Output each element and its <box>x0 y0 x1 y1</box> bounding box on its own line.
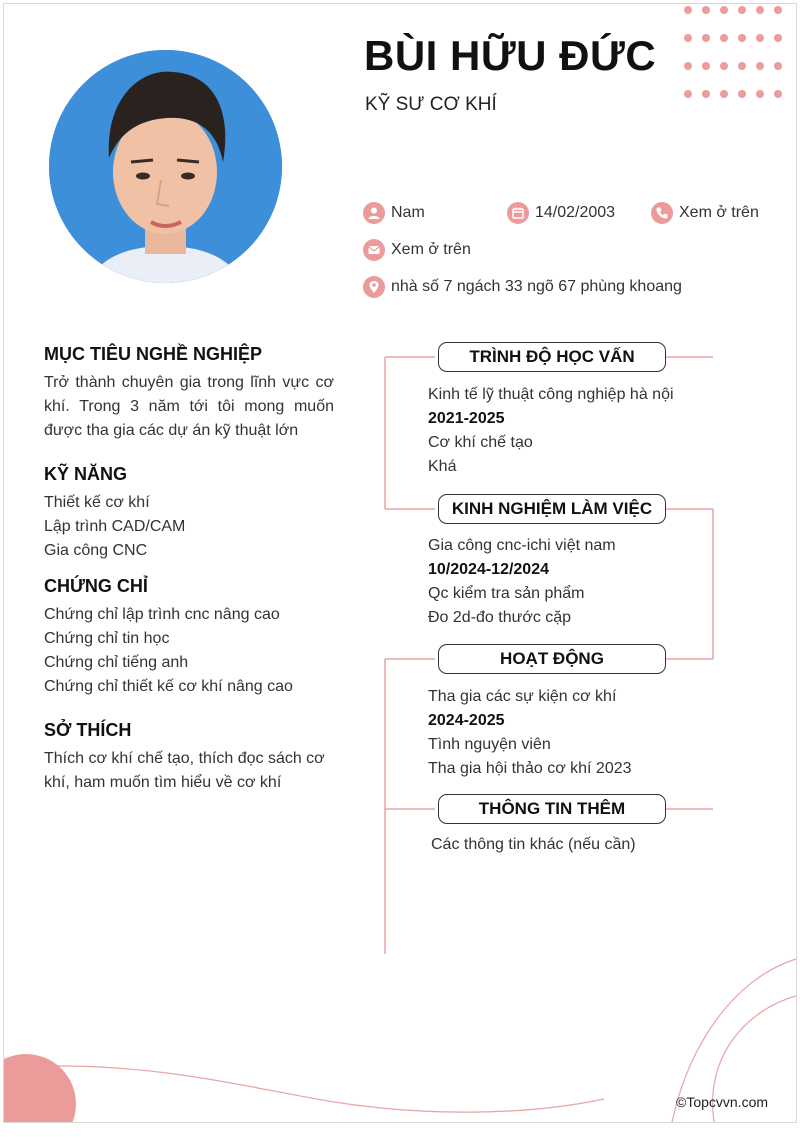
person-icon <box>363 202 385 224</box>
certificate-item: Chứng chỉ lập trình cnc nâng cao <box>44 606 280 623</box>
phone-icon <box>651 202 673 224</box>
education-major: Cơ khí chế tạo <box>428 434 533 451</box>
additional-info-text: Các thông tin khác (nếu cần) <box>431 836 636 853</box>
cv-page <box>3 3 797 1123</box>
address-value: nhà số 7 ngách 33 ngõ 67 phùng khoang <box>391 278 682 295</box>
skills-heading: KỸ NĂNG <box>44 464 128 484</box>
skill-item: Thiết kế cơ khí <box>44 494 150 511</box>
certificates-heading: CHỨNG CHỈ <box>44 576 148 596</box>
copyright-text: ©Topcvvn.com <box>676 1094 769 1110</box>
birthday-value: 14/02/2003 <box>535 204 616 221</box>
education-heading: TRÌNH ĐỘ HỌC VẤN <box>438 342 666 372</box>
hobbies-text: Thích cơ khí chế tạo, thích đọc sách cơ khí, ham muốn tìm hiểu về cơ khí <box>44 750 325 791</box>
experience-role: Qc kiểm tra sản phẩm <box>428 585 585 602</box>
avatar-illustration <box>49 50 282 283</box>
phone-row <box>651 202 759 224</box>
experience-company: Gia công cnc-ichi việt nam <box>428 537 616 554</box>
skill-item: Lập trình CAD/CAM <box>44 518 186 535</box>
activity-detail: Tha gia hội thảo cơ khí 2023 <box>428 760 632 777</box>
education-grade: Khá <box>428 458 457 475</box>
objective-heading: MỤC TIÊU NGHỀ NGHIỆP <box>44 344 263 364</box>
education-school: Kinh tế lỹ thuật công nghiệp hà nội <box>428 386 674 403</box>
activities-block <box>428 685 632 781</box>
mail-icon <box>363 239 385 261</box>
certificates-list <box>44 603 293 699</box>
calendar-icon <box>507 202 529 224</box>
certificate-item: Chứng chỉ tin học <box>44 630 170 647</box>
certificate-item: Chứng chỉ tiếng anh <box>44 654 189 671</box>
experience-block <box>428 534 616 630</box>
email-row <box>363 239 471 261</box>
objective-text: Trở thành chuyên gia trong lĩnh vực cơ khí. Trong 3 năm tới tôi mong muốn được tha gia các dự án kỹ thuật lớn <box>44 374 334 439</box>
certificate-item: Chứng chỉ thiết kế cơ khí nâng cao <box>44 678 293 695</box>
activity-period: 2024-2025 <box>428 712 505 729</box>
additional-info-heading: THÔNG TIN THÊM <box>438 794 666 824</box>
skill-item: Gia công CNC <box>44 542 148 559</box>
dot-grid-decoration <box>684 6 782 98</box>
hobbies-heading: SỞ THÍCH <box>44 720 132 740</box>
phone-value: Xem ở trên <box>679 204 759 221</box>
job-title: KỸ SƯ CƠ KHÍ <box>365 94 497 115</box>
activity-role: Tình nguyện viên <box>428 736 551 753</box>
experience-period: 10/2024-12/2024 <box>428 561 549 578</box>
experience-heading: KINH NGHIỆM LÀM VIỆC <box>438 494 666 524</box>
candidate-name: BÙI HỮU ĐỨC <box>364 32 657 79</box>
activities-heading: HOẠT ĐỘNG <box>438 644 666 674</box>
location-pin-icon <box>363 276 385 298</box>
experience-detail: Đo 2d-đo thước cặp <box>428 609 572 626</box>
activity-organization: Tha gia các sự kiện cơ khí <box>428 688 617 705</box>
education-period: 2021-2025 <box>428 410 505 427</box>
gender-row <box>363 202 425 224</box>
address-row <box>363 276 682 298</box>
birthday-row <box>507 202 615 224</box>
gender-value: Nam <box>391 204 425 221</box>
education-block <box>428 383 674 479</box>
profile-photo <box>49 50 282 283</box>
corner-circle-decoration <box>4 1054 76 1122</box>
email-value: Xem ở trên <box>391 241 471 258</box>
skills-list <box>44 491 185 563</box>
